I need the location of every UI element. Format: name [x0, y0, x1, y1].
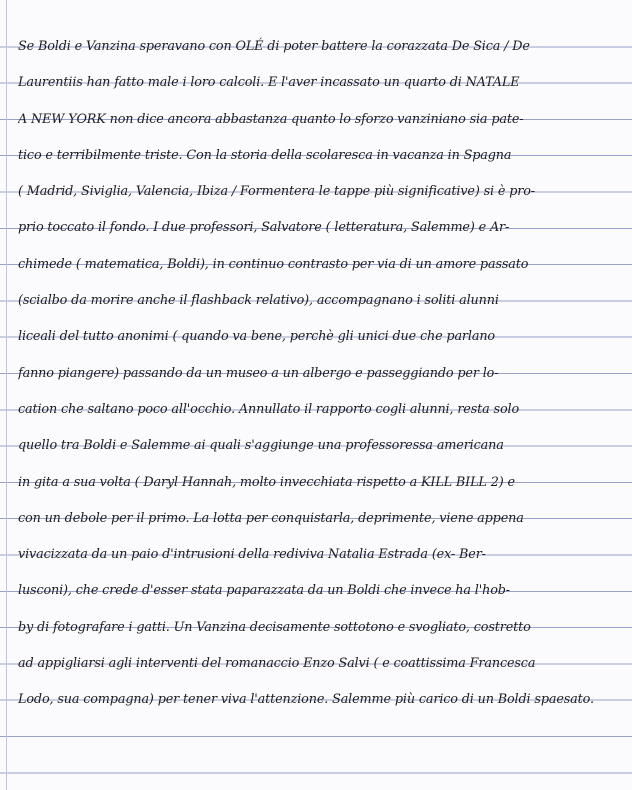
text-line: (scialbo da morire anche il flashback relativo), accompagnano i soliti alunni: [18, 293, 499, 309]
text-line: Se Boldi e Vanzina speravano con OLÉ di poter battere la corazzata De Sica / De: [18, 39, 530, 54]
text-line: quello tra Boldi e Salemme ai quali s'aggiunge una professoressa americana: [18, 438, 504, 454]
text-line: prio toccato il fondo. I due professori, Salvatore ( letteratura, Salemme) e Ar-: [18, 220, 510, 236]
text-line: chimede ( matematica, Boldi), in continuo contrasto per via di un amore passato: [18, 256, 529, 272]
text-line: in gita a sua volta ( Daryl Hannah, molto invecchiata rispetto a KILL BILL 2) e: [18, 474, 515, 490]
text-line: cation che saltano poco all'occhio. Annullato il rapporto cogli alunni, resta solo: [18, 401, 520, 417]
text-line: fanno piangere) passando da un museo a un albergo e passeggiando per lo-: [18, 365, 499, 381]
text-line: by di fotografare i gatti. Un Vanzina decisamente sottotono e svogliato, costretto: [18, 619, 531, 635]
text-line: tico e terribilmente triste. Con la storia della scolaresca in vacanza in Spagna: [18, 147, 512, 163]
text-line: ( Madrid, Siviglia, Valencia, Ibiza / Formentera le tappe più significative) si è pro-: [18, 184, 535, 200]
page-margin-line: [6, 0, 7, 790]
text-line: Lodo, sua compagna) per tener viva l'attenzione. Salemme più carico di un Boldi spaesato.: [18, 692, 594, 708]
text-line: A NEW YORK non dice ancora abbastanza quanto lo sforzo vanziniano sia pate-: [18, 111, 524, 127]
text-line: ad appigliarsi agli interventi del romanaccio Enzo Salvi ( e coattissima Francesca: [18, 656, 536, 672]
text-line: vivacizzata da un paio d'intrusioni della redivivа Natalia Estrada (ex- Ber-: [18, 547, 486, 563]
text-line: Laurentiis han fatto male i loro calcoli. E l'aver incassato un quarto di NATALE: [18, 75, 520, 91]
text-line: lusconi), che crede d'esser stata paparazzata da un Boldi che invece ha l'hob-: [18, 583, 510, 599]
text-line: liceali del tutto anonimi ( quando va bene, perchè gli unici due che parlano: [18, 329, 495, 345]
handwritten-text: [18, 0, 630, 719]
text-line: con un debole per il primo. La lotta per conquistarla, deprimente, viene appena: [18, 510, 524, 526]
